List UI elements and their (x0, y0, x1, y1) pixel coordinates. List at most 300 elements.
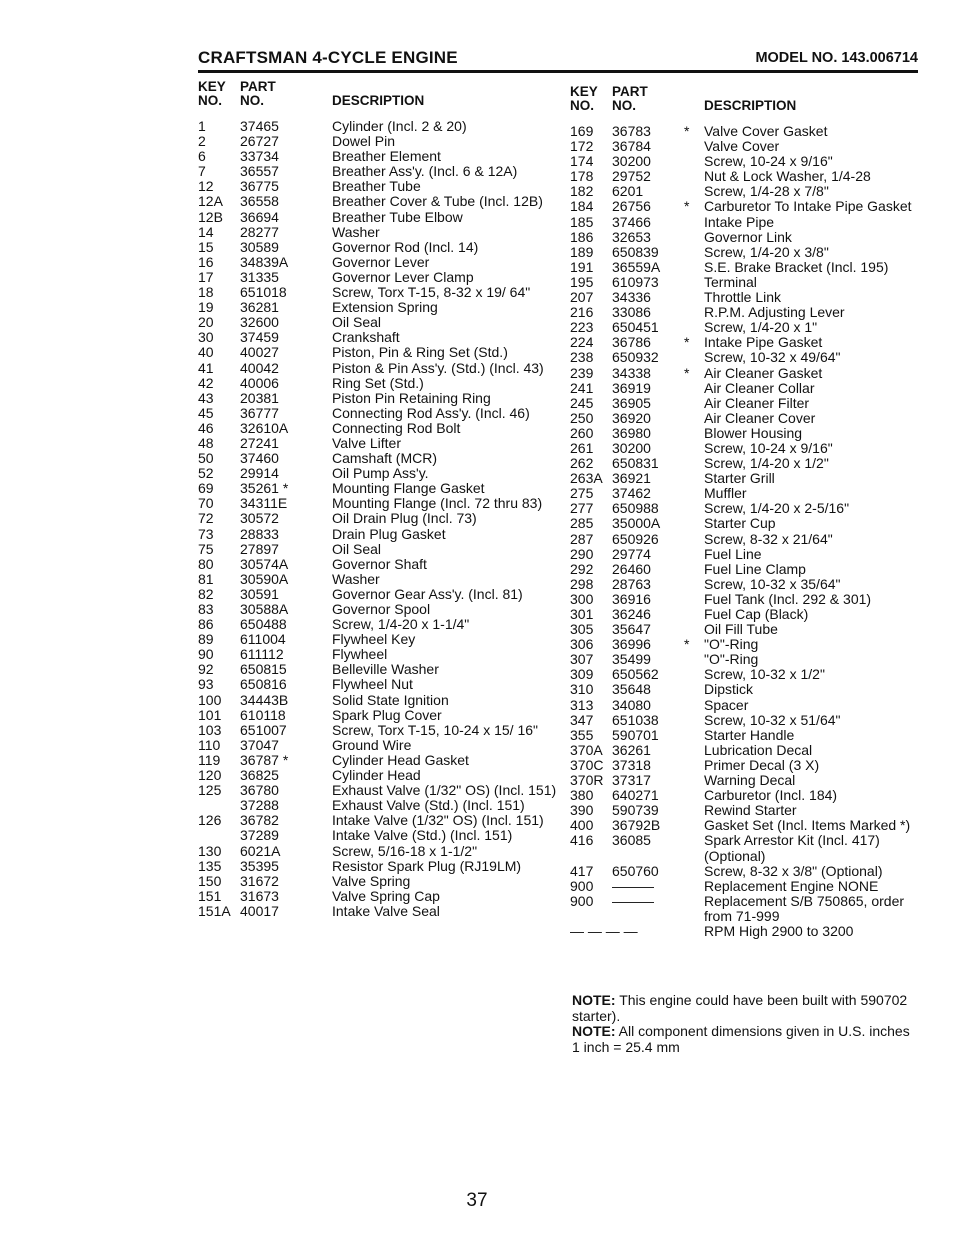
part-no: 36920 (612, 409, 651, 426)
part-description: Oil Drain Plug (Incl. 73) (332, 510, 477, 527)
key-no: 41 (198, 359, 214, 376)
part-no: 650932 (612, 349, 659, 366)
part-no: 40027 (240, 344, 279, 361)
part-description: Cylinder Head Gasket (332, 751, 469, 768)
part-description: Valve Lifter (332, 434, 401, 451)
part-description: Ring Set (Std.) (332, 374, 424, 391)
key-no: 151 (198, 887, 222, 904)
key-no: 18 (198, 284, 214, 301)
key-no: 6 (198, 148, 206, 165)
table-row (570, 305, 920, 320)
table-row (198, 511, 558, 526)
table-row (198, 210, 558, 225)
notes (572, 993, 917, 1055)
part-description: Camshaft (MCR) (332, 450, 438, 467)
part-no: 37047 (240, 736, 279, 753)
key-no: 43 (198, 389, 214, 406)
part-description: Nut & Lock Washer, 1/4-28 (704, 168, 871, 185)
parts-list-left (198, 80, 558, 919)
gasket-set-marker (676, 864, 704, 879)
gasket-set-marker (676, 879, 704, 894)
table-row (198, 376, 558, 391)
part-description: Screw, 1/4-20 x 1" (704, 319, 818, 336)
gasket-set-marker (676, 773, 704, 788)
key-no: 370R (570, 772, 604, 789)
table-row (570, 245, 920, 260)
key-no: 370C (570, 756, 604, 773)
key-no: 82 (198, 585, 214, 602)
table-row (570, 803, 920, 818)
part-no: 611004 (240, 631, 286, 648)
table-row (198, 617, 558, 632)
table-row (198, 361, 558, 376)
table-row (198, 693, 558, 708)
table-row (570, 350, 920, 365)
table-row (570, 456, 920, 471)
part-description: Flywheel Key (332, 631, 416, 648)
key-no: 120 (198, 767, 222, 784)
part-no (612, 924, 676, 939)
key-no: 110 (198, 736, 221, 753)
part-description: Dowel Pin (332, 133, 396, 150)
part-no: 29752 (612, 168, 651, 185)
model-number: MODEL NO. 143.006714 (755, 50, 918, 66)
part-description: Governor Gear Ass'y. (Incl. 81) (332, 585, 523, 602)
part-no: 36558 (240, 193, 279, 210)
key-no: 313 (570, 696, 594, 713)
description-header: DESCRIPTION (704, 98, 797, 113)
part-description: Governor Lever (332, 253, 430, 270)
key-no (198, 798, 240, 813)
gasket-set-marker (676, 154, 704, 169)
table-row (570, 698, 920, 713)
table-row (570, 139, 920, 154)
key-no: 347 (570, 711, 594, 728)
key-no: 14 (198, 223, 214, 240)
gasket-set-marker (676, 139, 704, 154)
key-no: 250 (570, 409, 594, 426)
part-description: Oil Pump Ass'y. (332, 465, 429, 482)
key-no: 30 (198, 329, 214, 346)
key-no: 42 (198, 374, 214, 391)
table-row (198, 300, 558, 315)
table-row (570, 396, 920, 411)
table-row (198, 572, 558, 587)
part-description: Governor Spool (332, 601, 431, 617)
part-description: Screw, 10-32 x 1/2" (704, 666, 825, 683)
part-description: Valve Spring (332, 872, 411, 889)
key-no: 2 (198, 133, 206, 150)
key-no: 70 (198, 495, 214, 512)
gasket-set-marker (676, 516, 704, 531)
table-row (570, 486, 920, 501)
key-no: 207 (570, 289, 594, 306)
table-row (198, 451, 558, 466)
part-no: 28277 (240, 223, 279, 240)
table-row (198, 436, 558, 451)
part-description: Intake Valve Seal (332, 902, 440, 919)
key-no: 48 (198, 434, 214, 451)
table-row (570, 320, 920, 335)
key-no: 40 (198, 344, 214, 361)
table-row (570, 758, 920, 773)
key-no: 20 (198, 314, 214, 331)
gasket-set-marker (676, 713, 704, 728)
part-description: Breather Ass'y. (Incl. 6 & 12A) (332, 163, 518, 180)
part-no: 35647 (612, 621, 651, 638)
part-no: 650816 (240, 676, 287, 693)
gasket-set-marker (676, 743, 704, 758)
part-no: 650815 (240, 661, 287, 678)
part-no: 651038 (612, 711, 659, 728)
part-description: Governor Shaft (332, 555, 427, 572)
part-description: Flywheel (332, 646, 388, 663)
table-row (198, 330, 558, 345)
key-no: 16 (198, 253, 214, 270)
key-no: 100 (198, 691, 222, 708)
part-description: Screw, 1/4-28 x 7/8" (704, 183, 829, 200)
gasket-set-marker (676, 833, 704, 863)
gasket-set-marker (676, 169, 704, 184)
part-description: Mounting Flange Gasket (332, 480, 485, 497)
gasket-set-marker (676, 592, 704, 607)
part-description: Air Cleaner Cover (704, 409, 816, 426)
gasket-set-marker (676, 924, 704, 939)
table-row (198, 828, 558, 843)
key-no: 151A (198, 902, 231, 919)
key-no: 1 (198, 118, 206, 134)
part-no: 30589 (240, 238, 279, 255)
part-no: 36261 (612, 741, 651, 758)
part-no: 610973 (612, 273, 659, 290)
part-description: Solid State Ignition (332, 691, 449, 708)
table-row (198, 345, 558, 360)
table-row (198, 179, 558, 194)
table-row (198, 859, 558, 874)
key-no: 15 (198, 238, 214, 255)
table-row (198, 557, 558, 572)
part-no: 651007 (240, 721, 287, 738)
key-no: 223 (570, 319, 594, 336)
table-row (570, 622, 920, 637)
part-description: "O"-Ring (704, 636, 759, 653)
table-row (198, 466, 558, 481)
part-no: 26756 (612, 198, 651, 215)
part-no: 26727 (240, 133, 279, 150)
key-no: 260 (570, 424, 594, 441)
table-row (570, 652, 920, 667)
key-no: 19 (198, 299, 214, 316)
part-description: Carburetor To Intake Pipe Gasket (704, 198, 912, 215)
part-description: Intake Pipe Gasket (704, 334, 823, 351)
part-description: S.E. Brake Bracket (Incl. 195) (704, 258, 889, 275)
part-no: 650926 (612, 530, 659, 547)
table-row (570, 516, 920, 531)
key-no: 52 (198, 465, 214, 482)
part-no: 36246 (612, 606, 651, 622)
gasket-set-marker (676, 426, 704, 441)
key-no: 126 (198, 812, 222, 829)
key-no: 169 (570, 123, 594, 139)
part-description: Air Cleaner Filter (704, 394, 810, 411)
gasket-set-marker: * (684, 364, 690, 381)
table-row (198, 194, 558, 209)
table-row (570, 411, 920, 426)
part-description: Screw, 10-32 x 49/64" (704, 349, 841, 366)
part-description: Valve Spring Cap (332, 887, 440, 904)
key-no: 93 (198, 676, 214, 693)
part-no: 37318 (612, 756, 651, 773)
part-description: Washer (332, 570, 380, 587)
table-row (570, 864, 920, 879)
part-description: Throttle Link (704, 289, 782, 306)
part-description: Screw, 10-32 x 51/64" (704, 711, 841, 728)
table-row (570, 199, 920, 214)
part-no: 36782 (240, 812, 279, 829)
part-no: 31672 (240, 872, 279, 889)
table-row (570, 532, 920, 547)
part-description: Valve Cover Gasket (704, 123, 828, 139)
gasket-set-marker (676, 230, 704, 245)
key-no: 80 (198, 555, 214, 572)
gasket-set-marker (676, 547, 704, 562)
key-no: 178 (570, 168, 594, 185)
part-no: 36559A (612, 258, 661, 275)
part-description: Fuel Line (704, 545, 762, 562)
header-rule (198, 70, 918, 73)
part-no: 27241 (240, 434, 279, 451)
table-row (198, 677, 558, 692)
part-no: 611112 (240, 646, 284, 663)
part-description: Spark Plug Cover (332, 706, 442, 723)
gasket-set-marker (676, 532, 704, 547)
key-no: 900 (570, 877, 594, 894)
part-no: 36921 (612, 470, 651, 487)
part-no: 37288 (240, 797, 279, 814)
page-header (198, 46, 918, 70)
key-no: 298 (570, 575, 594, 592)
part-no: 40006 (240, 374, 279, 391)
table-row (570, 471, 920, 486)
part-no: 610118 (240, 706, 286, 723)
table-row (198, 255, 558, 270)
part-no: 36905 (612, 394, 651, 411)
part-description: Cylinder (Incl. 2 & 20) (332, 118, 467, 134)
part-description: Piston Pin Retaining Ring (332, 389, 491, 406)
part-description: Ground Wire (332, 736, 412, 753)
part-no: 30588A (240, 601, 289, 617)
part-no: ——— (612, 892, 654, 909)
part-description: Replacement S/B 750865, order from 71-999 (704, 892, 905, 924)
table-row (198, 391, 558, 406)
key-no-header: KEY NO. (198, 79, 226, 108)
key-no: 189 (570, 243, 594, 260)
part-no: 28763 (612, 575, 651, 592)
part-no: 34311E (240, 495, 288, 512)
part-description: RPM High 2900 to 3200 (704, 922, 854, 939)
part-description: Screw, 5/16-18 x 1-1/2" (332, 842, 478, 859)
table-row (570, 260, 920, 275)
key-no: 46 (198, 419, 214, 436)
part-description: Screw, Torx T-15, 10-24 x 15/ 16" (332, 721, 539, 738)
table-row (570, 682, 920, 697)
description-header: DESCRIPTION (332, 93, 425, 108)
part-no: 28833 (240, 525, 279, 542)
part-description: Screw, 10-24 x 9/16" (704, 439, 833, 456)
part-no: 31335 (240, 268, 279, 285)
table-row (198, 315, 558, 330)
part-description: Governor Lever Clamp (332, 268, 474, 285)
key-no: 300 (570, 590, 594, 607)
part-description: Lubrication Decal (704, 741, 813, 758)
table-row (198, 783, 558, 798)
key-no: 12 (198, 178, 214, 195)
key-no: 306 (570, 636, 594, 653)
key-no: 292 (570, 560, 594, 577)
gasket-set-marker (676, 441, 704, 456)
key-no: 83 (198, 601, 214, 617)
part-no: 36085 (612, 832, 651, 849)
gasket-set-marker (676, 728, 704, 743)
part-description: Resistor Spark Plug (RJ19LM) (332, 857, 522, 874)
part-no: 35261 * (240, 480, 289, 497)
table-row (198, 527, 558, 542)
key-no: 239 (570, 364, 594, 381)
table-row (570, 169, 920, 184)
part-no: 36281 (240, 299, 279, 316)
part-no: 40042 (240, 359, 279, 376)
part-description: Screw, 1/4-20 x 1/2" (704, 455, 829, 472)
part-description: Cylinder Head (332, 767, 421, 784)
part-no: 36996 (612, 636, 651, 653)
key-no: 400 (570, 817, 594, 834)
key-no: 73 (198, 525, 214, 542)
part-no: 30200 (612, 153, 651, 170)
part-no: 35000A (612, 515, 661, 532)
table-row (198, 738, 558, 753)
part-no: 29914 (240, 465, 279, 482)
key-no: 238 (570, 349, 594, 366)
table-row (198, 844, 558, 859)
part-no: 30590A (240, 570, 289, 587)
note-1 (572, 993, 917, 1024)
table-row (570, 366, 920, 381)
key-no: 355 (570, 726, 594, 743)
table-row (570, 713, 920, 728)
part-no: ——— (612, 877, 654, 894)
key-no: 182 (570, 183, 594, 200)
key-no: 380 (570, 787, 594, 804)
gasket-set-marker (676, 411, 704, 426)
gasket-set-marker (676, 245, 704, 260)
part-description: Flywheel Nut (332, 676, 413, 693)
part-no: 650831 (612, 455, 659, 472)
table-row (198, 798, 558, 813)
part-description: Washer (332, 223, 380, 240)
part-description: Screw, 1/4-20 x 1-1/4" (332, 616, 470, 633)
part-description: Screw, 8-32 x 3/8" (Optional) (704, 862, 883, 879)
part-description: Oil Seal (332, 540, 382, 557)
gasket-set-marker (676, 758, 704, 773)
part-no: 6021A (240, 842, 281, 859)
gasket-set-marker: * (684, 123, 690, 139)
key-no: 101 (198, 706, 222, 723)
gasket-set-marker (676, 456, 704, 471)
part-no: 34839A (240, 253, 289, 270)
part-description: Warning Decal (704, 772, 796, 789)
key-no: 45 (198, 404, 214, 421)
part-no: 37317 (612, 772, 651, 789)
gasket-set-marker: * (684, 198, 690, 215)
table-row (570, 592, 920, 607)
table-row (570, 894, 920, 924)
table-row (198, 889, 558, 904)
key-no: 309 (570, 666, 594, 683)
part-description: Primer Decal (3 X) (704, 756, 820, 773)
part-no: 36919 (612, 379, 651, 396)
part-description: Intake Valve (1/32" OS) (Incl. 151) (332, 812, 544, 829)
column-headers (198, 80, 558, 108)
part-no: 36780 (240, 782, 279, 799)
table-row (570, 426, 920, 441)
part-description: Piston & Pin Ass'y. (Std.) (Incl. 43) (332, 359, 544, 376)
table-row (198, 496, 558, 511)
gasket-set-marker (676, 290, 704, 305)
part-description: Belleville Washer (332, 661, 439, 678)
part-description: Fuel Cap (Black) (704, 606, 809, 622)
gasket-set-marker (676, 818, 704, 833)
gasket-set-marker (676, 803, 704, 818)
table-row (198, 587, 558, 602)
table-row (198, 119, 558, 134)
gasket-set-marker (676, 577, 704, 592)
table-row (570, 501, 920, 516)
table-row (198, 481, 558, 496)
parts-list-right (570, 85, 920, 939)
part-description: Starter Grill (704, 470, 775, 487)
parts-rows-left (198, 119, 558, 919)
part-no: 36916 (612, 590, 651, 607)
part-no: 30574A (240, 555, 289, 572)
key-no: 17 (198, 268, 214, 285)
part-no: 590739 (612, 802, 659, 819)
part-no: 37465 (240, 118, 279, 134)
key-no: 150 (198, 872, 222, 889)
gasket-set-marker (676, 501, 704, 516)
part-no: 32653 (612, 228, 651, 245)
part-description: Intake Pipe (704, 213, 775, 230)
table-row (198, 542, 558, 557)
part-description: Spark Arrestor Kit (Incl. 417)(Optional) (704, 832, 880, 864)
part-description: Breather Element (332, 148, 441, 165)
part-no: 37289 (240, 827, 279, 844)
part-no: 35499 (612, 651, 651, 668)
part-no: 40017 (240, 902, 279, 919)
key-no: 135 (198, 857, 222, 874)
key-no: 224 (570, 334, 594, 351)
key-no: 172 (570, 138, 594, 155)
gasket-set-marker (676, 607, 704, 622)
part-no: 36557 (240, 163, 279, 180)
part-description: Breather Cover & Tube (Incl. 12B) (332, 193, 543, 210)
part-no: 37462 (612, 485, 651, 502)
table-row (570, 833, 920, 863)
gasket-set-marker (676, 320, 704, 335)
part-no: 640271 (612, 787, 659, 804)
table-row (198, 270, 558, 285)
part-description: Screw, 10-32 x 35/64" (704, 575, 841, 592)
key-no: 900 (570, 892, 594, 909)
